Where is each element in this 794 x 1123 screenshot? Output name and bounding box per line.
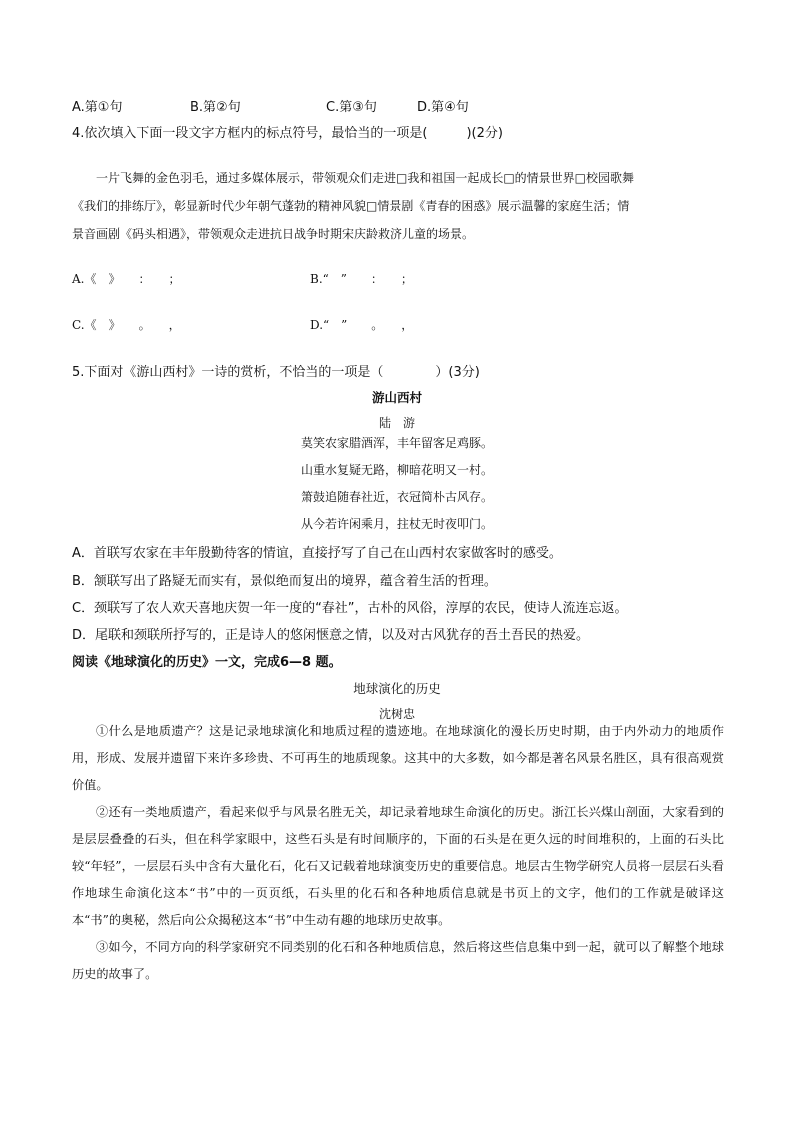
- q3-option-d: D.第④句: [417, 100, 469, 115]
- q4-passage-line-3: 景音画剧《码头相遇》，带领观众走进抗日战争时期宋庆龄救济儿童的场景。: [72, 227, 475, 241]
- poem-line-4: 从今若许闲乘月，拄杖无时夜叩门。: [300, 517, 493, 531]
- poem-author: 陆 游: [378, 416, 415, 430]
- q5-option-b: B．颔联写出了路疑无而实有，景似绝而复出的境界，蕴含着生活的哲理。: [72, 574, 497, 589]
- q3-option-c: C.第③句: [326, 100, 377, 115]
- q3-option-a: A.第①句: [72, 100, 123, 115]
- reading-paragraph-2: ②还有一类地质遗产，看起来似乎与风景名胜无关，却记录着地球生命演化的历史。浙江长兴煤山剖面，大家看到的是层层叠叠的石头，但在科学家眼中，这些石头是有时间顺序的，下面的石头是在更久远的时间堆积的，上面的石头比较“年轻”，一层层石头中含有大量化石，化石又记载着地球演变历史的重要信息。地层古生物学研究人员将一层层石头看作地球生命演化这本“书”中的一页页纸，石头里的化石和各种地质信息就是书页上的文字，他们的工作就是破译这本“书”的奥秘，然后向公众揭秘这本“书”中生动有趣的地球历史故事。: [72, 805, 724, 927]
- reading-body: [72, 718, 724, 988]
- reading-paragraph-3: ③如今，不同方向的科学家研究不同类别的化石和各种地质信息，然后将这些信息集中到一起，就可以了解整个地球历史的故事了。: [72, 940, 724, 981]
- reading-author: 沈树忠: [378, 707, 415, 721]
- poem-line-3: 箫鼓追随春社近，衣冠简朴古风存。: [300, 490, 493, 504]
- q4-option-b: B.“ ” ： ；: [310, 272, 413, 286]
- poem-title: 游山西村: [371, 390, 422, 405]
- q4-option-d: D.“ ” 。 ，: [310, 318, 414, 332]
- q3-option-b: B.第②句: [190, 100, 241, 115]
- reading-instruction: 阅读《地球演化的历史》一文，完成6—8 题。: [72, 655, 342, 670]
- q5-option-d: D．尾联和颈联所抒写的，正是诗人的悠闲惬意之情，以及对古风犹存的吾土吾民的热爱。: [72, 628, 590, 643]
- q4-option-a: A.《 》 ： ；: [72, 272, 181, 286]
- q4-stem: 4.依次填入下面一段文字方框内的标点符号，最恰当的一项是( )(2分): [72, 126, 503, 141]
- q4-option-c: C.《 》 。 ，: [72, 318, 181, 332]
- q5-option-a: A．首联写农家在丰年殷勤待客的情谊，直接抒写了自己在山西村农家做客时的感受。: [72, 546, 562, 561]
- q4-passage-line-1: 一片飞舞的金色羽毛，通过多媒体展示，带领观众们走进□我和祖国一起成长□的情景世界□校园歌舞: [96, 171, 635, 185]
- q5-option-c: C．颈联写了农人欢天喜地庆贺一年一度的“春社”，古朴的风俗，淳厚的农民，使诗人流连忘返。: [72, 601, 628, 616]
- q5-stem: 5.下面对《游山西村》一诗的赏析，不恰当的一项是（ ）(3分): [72, 365, 480, 380]
- q4-passage-line-2: 《我们的排练厅》，彰显新时代少年朝气蓬勃的精神风貌□情景剧《青春的困惑》展示温馨的家庭生活；情: [72, 199, 630, 213]
- reading-title: 地球演化的历史: [353, 681, 441, 696]
- poem-line-2: 山重水复疑无路，柳暗花明又一村。: [300, 463, 493, 477]
- poem-line-1: 莫笑农家腊酒浑，丰年留客足鸡豚。: [300, 436, 493, 450]
- reading-paragraph-1: ①什么是地质遗产？这是记录地球演化和地质过程的遗迹地。在地球演化的漫长历史时期，由于内外动力的地质作用，形成、发展并遗留下来许多珍贵、不可再生的地质现象。这其中的大多数，如今都是著名风景名胜区，具有很高观赏价值。: [72, 724, 724, 792]
